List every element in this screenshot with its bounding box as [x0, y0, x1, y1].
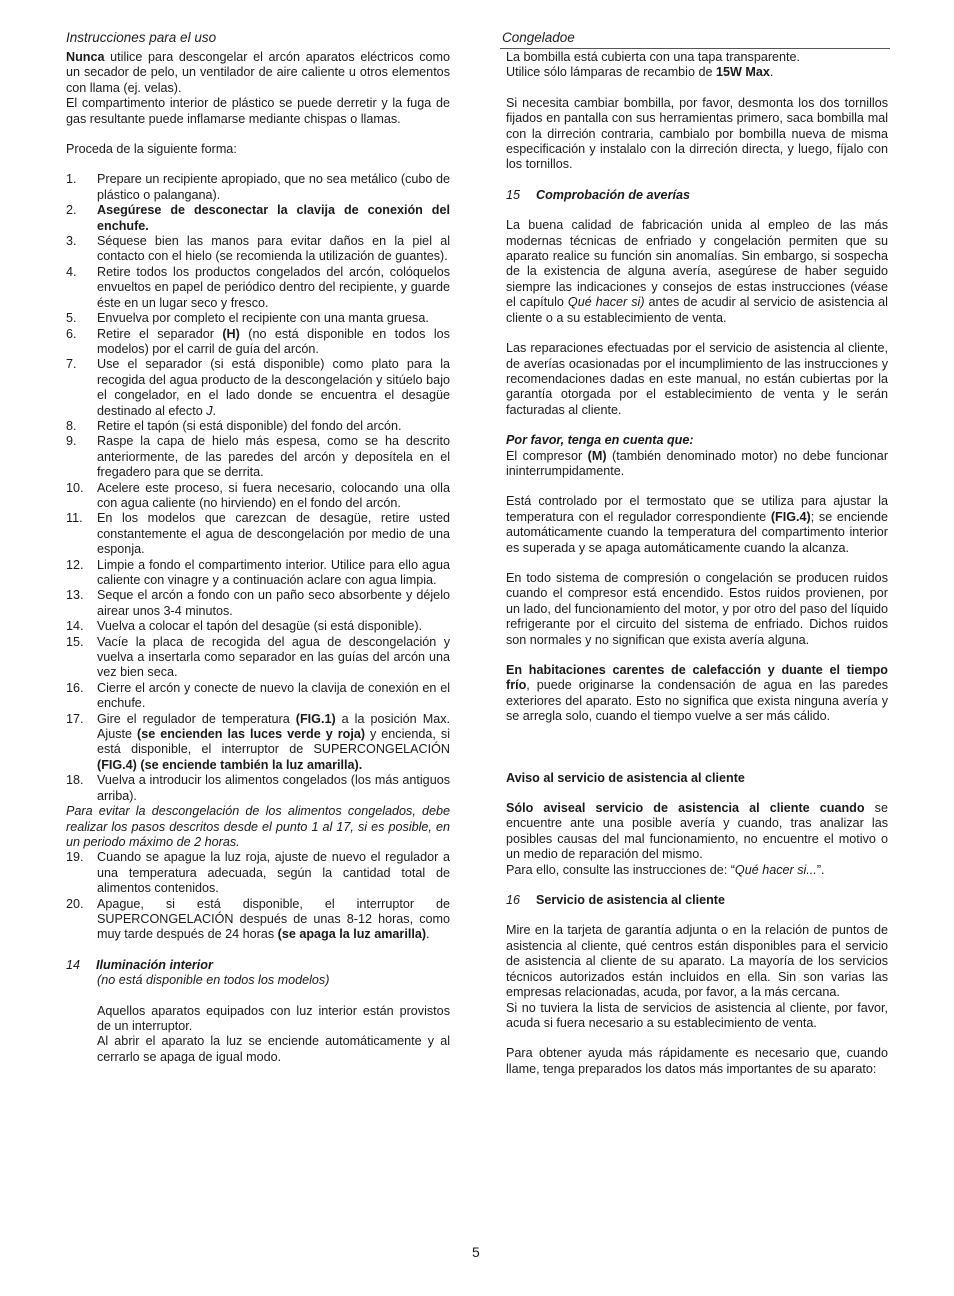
section-14-title: 14 Iluminación interior — [66, 957, 213, 972]
step: 1. Prepare un recipiente apropiado, que no sea metálico (cubo de plástico o palangana). — [66, 172, 450, 202]
step: 5. Envuelva por completo el recipiente con una manta gruesa. — [66, 311, 429, 326]
defrost-steps-continued — [66, 850, 450, 942]
step: 14. Vuelva a colocar el tapón del desagüe (si está disponible). — [66, 619, 423, 634]
step: 9. Raspe la capa de hielo más espesa, como se ha descrito anteriormente, de las paredes del arcón y deposítela en el fregadero para que se derrita. — [66, 434, 450, 480]
step: 6. Retire el separador (H) (no está disponible en todos los modelos) por el carril de guía del arcón. — [66, 326, 450, 356]
section-16-text-3: Para obtener ayuda más rápidamente es necesario que, cuando llame, tenga preparados los datos más importantes de su aparato: — [506, 1046, 888, 1076]
aviso-consult: Para ello, consulte las instrucciones de: “Qué hacer si...”. — [506, 862, 825, 877]
step: 11. En los modelos que carezcan de desagüe, retire usted constantemente el agua de descongelación por medio de una esponja. — [66, 511, 450, 557]
section-15-text: La buena calidad de fabricación unida al empleo de las más modernas técnicas de enfriado y congelación permiten que su aparato realice su función sin anomalías. Sin embargo, si sospecha de la existencia de alguna avería, asegúrese de haber seguido siempre las indicaciones y consejos de estas instrucciones (véase el capítulo Qué hacer si) antes de acudir al servicio de asistencia al cliente o a su establecimiento de venta. — [506, 218, 888, 325]
section-14-text-2: Al abrir el aparato la luz se enciende automáticamente y al cerrarlo se apaga de igual modo. — [97, 1034, 450, 1064]
left-column — [66, 50, 450, 1065]
step: 2. Asegúrese de desconectar la clavija de conexión del enchufe. — [66, 203, 450, 233]
section-16-text: Mire en la tarjeta de garantía adjunta o en la relación de puntos de asistencia al cliente, qué centros están disponibles para el servicio de asistencia al cliente de su aparato. La mayoría de los servicios técnicos autorizados están incluidos en ella. Sin son varias las empresas relacionadas, acuda, por favor, a la más cercana. — [506, 923, 888, 1000]
intro-warning: Nunca utilice para descongelar el arcón aparatos eléctricos como un secador de pelo, un ventilador de aire caliente u otros elementos con llama (ej. velas). — [66, 50, 450, 95]
step: 4. Retire todos los productos congelados del arcón, colóquelos envueltos en papel de periódico dentro del recipiente, y guarde éste en un lugar seco y fresco. — [66, 264, 450, 310]
bulb-replace-text: Si necesita cambiar bombilla, por favor, desmonta los dos tornillos fijados en pantalla con sus herramientas primero, saca bombilla mal con la dirreción contraria, cambialo por bombilla nueva de misma especificación y instalalo con la dirreción directa, y luego, fíjalo con los tornillos. — [506, 95, 888, 172]
note-title: Por favor, tenga en cuenta que: — [506, 433, 694, 448]
note-condensation: En habitaciones carentes de calefacción y duante el tiempo frío, puede originarse la condensación de agua en las paredes exteriores del aparato. Esto no significa que exista ninguna avería y se arregla solo, cuando el tiempo vuelve a ser más cálido. — [506, 663, 888, 724]
header-rule — [500, 48, 890, 49]
page-number: 5 — [472, 1244, 480, 1260]
step: 17. Gire el regulador de temperatura (FIG.1) a la posición Max. Ajuste (se encienden las luces verde y roja) y encienda, si está disponible, el interruptor de SUPERCONGELACIÓN (FIG.4) (se enciende también la luz amarilla). — [66, 711, 451, 772]
step: 13. Seque el arcón a fondo con un paño seco absorbente y déjelo airear unos 3-4 minutos. — [66, 588, 450, 618]
defrost-steps — [66, 172, 450, 804]
step: 15. Vacíe la placa de recogida del agua de descongelación y vuelva a insertarla como separador en las guías del arcón una vez bien seca. — [66, 634, 450, 680]
section-16-title: 16 Servicio de asistencia al cliente — [506, 893, 726, 908]
step: 20. Apague, si está disponible, el interruptor de SUPERCONGELACIÓN después de unas 8-12 horas, como muy tarde después de 24 horas (se apaga la luz amarilla). — [66, 896, 450, 942]
note-thermostat: Está controlado por el termostato que se utiliza para ajustar la temperatura con el regulador correspondiente (FIG.4); se enciende automáticamente cuando la temperatura del compartimento interior es superada y se apaga automáticamente cuando la alcanza. — [506, 494, 888, 555]
step: 18. Vuelva a introducir los alimentos congelados (los más antiguos arriba). — [66, 773, 450, 803]
aviso-text: Sólo aviseal servicio de asistencia al cliente cuando se encuentre ante una posible avería y cuando, tras analizar las posibles causas del mal funcionamiento, no encuentre el motivo o un medio de reparación del mismo. — [506, 801, 888, 862]
step: 19. Cuando se apague la luz roja, ajuste de nuevo el regulador a una temperatura adecuada, según la cantidad total de alimentos contenidos. — [66, 850, 450, 896]
section-15-repairs: Las reparaciones efectuadas por el servicio de asistencia al cliente, de averías ocasionadas por el incumplimiento de las instrucciones y recomendaciones dadas en este manual, no están cubiertas por la garantía otorgada por el establecimiento de venta y le serán facturadas al cliente. — [506, 341, 888, 417]
bulb-wattage: Utilice sólo lámparas de recambio de 15W Max. — [506, 65, 774, 80]
step: 10. Acelere este proceso, si fuera necesario, colocando una olla con agua caliente (no hirviendo) en el fondo del arcón. — [66, 480, 450, 510]
note-compressor: El compresor (M) (también denominado motor) no debe funcionar ininterrumpidamente. — [506, 448, 889, 478]
step: 7. Use el separador (si está disponible) como plato para la recogida del agua producto de la descongelación y sitúelo bajo el congelador, en el lado donde se encuentra el desagüe destinado al efecto J. — [66, 357, 450, 418]
step: 3. Séquese bien las manos para evitar daños en la piel al contacto con el hielo (se recomienda la utilización de guantes). — [66, 234, 450, 264]
header-right: Congeladoe — [502, 30, 575, 45]
section-16-text-2: Si no tuviera la lista de servicios de asistencia al cliente, por favor, acuda si fuera necesario a su establecimiento de venta. — [506, 1000, 888, 1030]
step: 8. Retire el tapón (si está disponible) del fondo del arcón. — [66, 418, 402, 433]
proceed-text: Proceda de la siguiente forma: — [66, 142, 237, 157]
section-15-title: 15 Comprobación de averías — [506, 187, 690, 202]
note-noise: En todo sistema de compresión o congelación se producen ruidos cuando el compresor está encendido. Estos ruidos provienen, por un lado, del funcionamiento del motor, y por otro del paso del líquido refrigerante por el circuito del sistema de enfriado. Dichos ruidos son normales y no significan que exista avería alguna. — [506, 570, 888, 647]
step: 12. Limpie a fondo el compartimento interior. Utilice para ello agua caliente con vinagre y a continuación aclare con agua limpia. — [66, 557, 450, 587]
aviso-title: Aviso al servicio de asistencia al cliente — [506, 770, 745, 785]
right-column — [506, 50, 888, 1077]
intro-plastic-warning: El compartimento interior de plástico se puede derretir y la fuga de gas resultante puede inflamarse mediante chispas o llamas. — [66, 96, 450, 126]
header-left: Instrucciones para el uso — [66, 30, 217, 45]
time-limit-note: Para evitar la descongelación de los alimentos congelados, debe realizar los pasos descritos desde el punto 1 al 17, si es posible, en un periodo máximo de 2 horas. — [66, 804, 450, 849]
section-14-text: Aquellos aparatos equipados con luz interior están provistos de un interruptor. — [97, 1003, 450, 1033]
bulb-text: La bombilla está cubierta con una tapa transparente. — [506, 50, 801, 64]
step: 16. Cierre el arcón y conecte de nuevo la clavija de conexión en el enchufe. — [66, 680, 450, 711]
section-14-subtitle: (no está disponible en todos los modelos) — [97, 973, 330, 988]
